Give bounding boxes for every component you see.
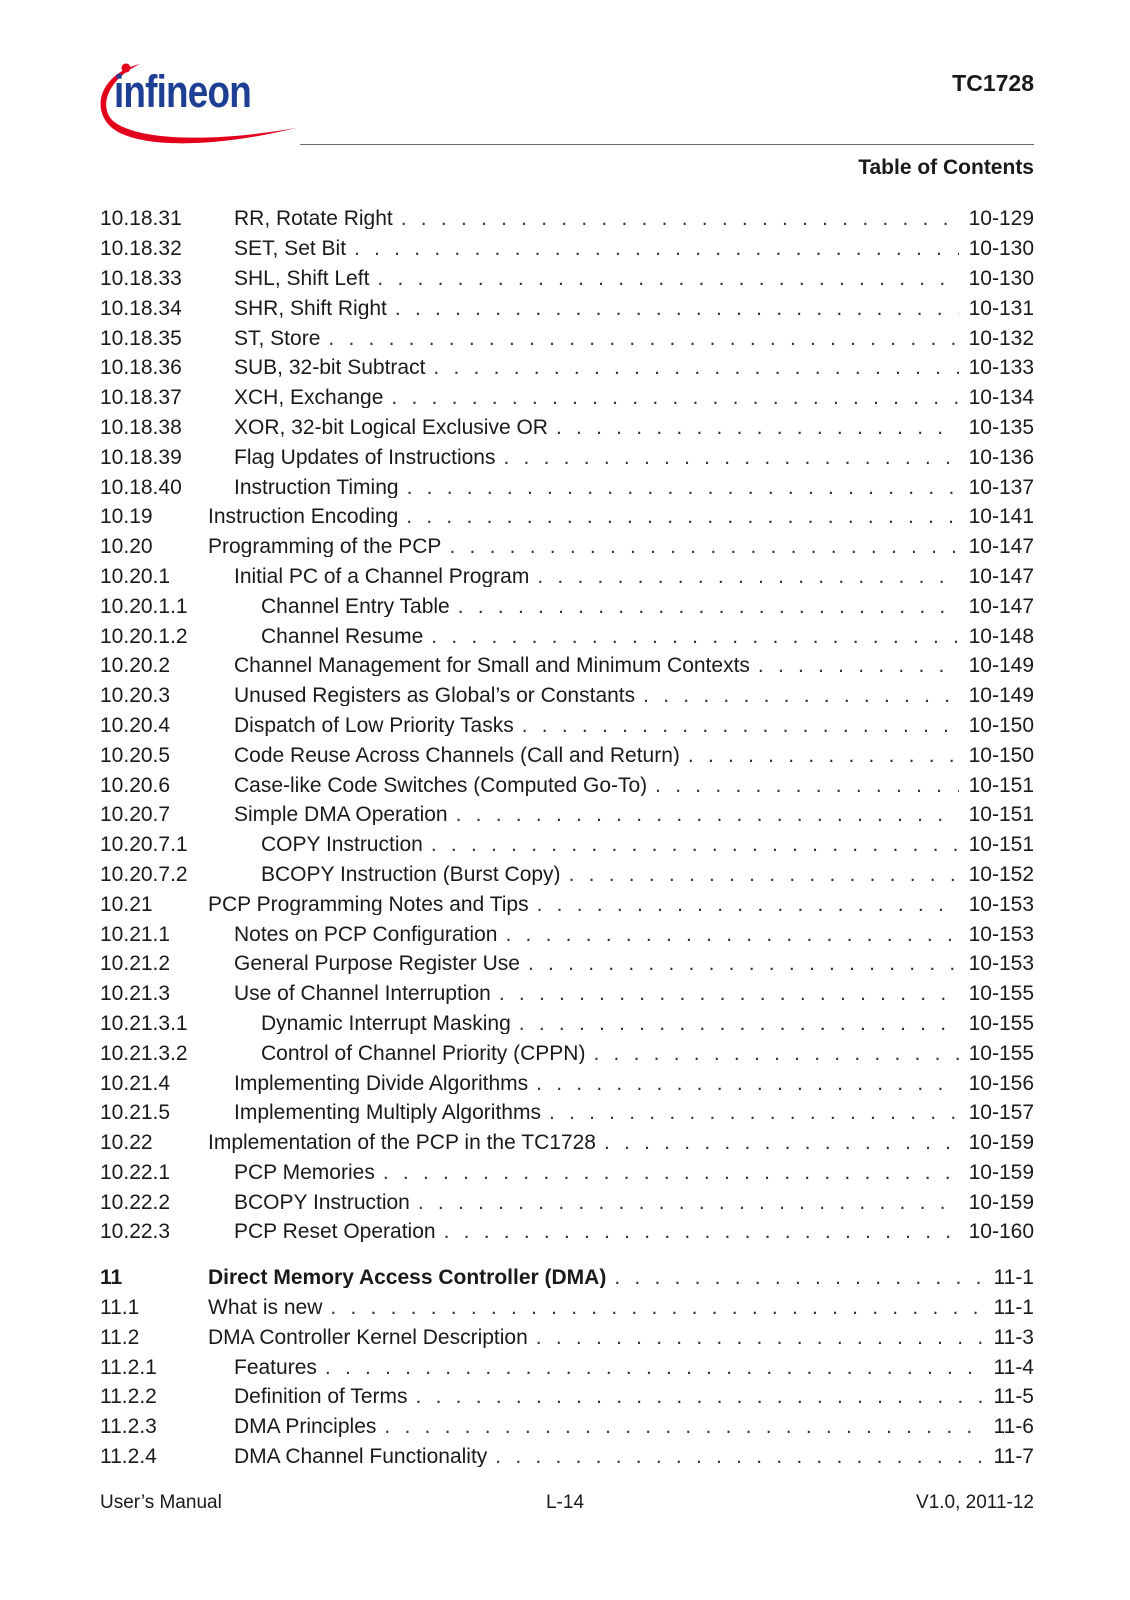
toc-entry-page[interactable]: 10-151 [968,803,1034,827]
toc-entry[interactable] [100,1382,1034,1412]
toc-entry-body [208,924,959,945]
toc-entry-title[interactable]: ST, Store [234,327,321,349]
toc-entry-body [208,983,959,1004]
header-divider [300,144,1034,145]
toc-entry-title[interactable]: Instruction Timing [234,476,399,498]
toc-dot-leader [431,626,958,647]
toc-entry[interactable] [100,860,1034,890]
toc-entry[interactable] [100,204,1034,234]
toc-entry-page[interactable]: 10-153 [968,892,1034,916]
toc-dot-leader [458,596,959,617]
toc-entry-number: 10.21 [100,892,153,916]
toc-entry-number: 10.20.5 [100,743,171,767]
toc-dot-leader [406,506,958,527]
toc-entry[interactable] [100,1128,1034,1158]
toc-entry-body [208,1221,959,1242]
toc-entry-body [208,566,959,587]
toc-entry-page[interactable]: 10-151 [968,773,1034,797]
toc-entry-page[interactable]: 10-141 [968,505,1034,529]
toc-entry-body [208,715,959,736]
toc-entry-number: 11.2.3 [100,1415,157,1439]
toc-entry-body [208,655,959,676]
toc-dot-leader [325,1357,984,1378]
toc-entry-title[interactable]: Dynamic Interrupt Masking [261,1012,511,1034]
toc-entry-number: 10.21.2 [100,952,171,976]
toc-entry[interactable] [100,1412,1034,1442]
toc-entry-number: 10.20.4 [100,713,171,737]
toc-entry[interactable] [100,889,1034,919]
toc-entry-number: 10.20.6 [100,773,171,797]
toc-entry[interactable] [100,979,1034,1009]
toc-entry-number: 10.18.38 [100,415,182,439]
toc-entry-number: 10.20.7.2 [100,862,188,886]
toc-entry-title[interactable]: Implementation of the PCP in the TC1728 [208,1132,596,1154]
toc-entry-number: 10.19 [100,505,153,529]
toc-dot-leader [444,1221,959,1242]
toc-entry-title[interactable]: XCH, Exchange [234,387,384,409]
toc-entry-title[interactable]: PCP Memories [234,1161,375,1183]
footer-manual-label: User’s Manual [100,1492,222,1513]
toc-entry[interactable] [100,1187,1034,1217]
toc-entry-body [208,1327,984,1348]
toc-entry-number: 10.18.39 [100,445,182,469]
toc-dot-leader [384,1416,983,1437]
toc-entry[interactable] [100,1263,1034,1293]
toc-entry[interactable] [100,591,1034,621]
toc-dot-leader [655,775,958,796]
toc-entry[interactable] [100,770,1034,800]
toc-entry-number: 10.18.36 [100,356,182,380]
toc-dot-leader [522,715,959,736]
toc-entry-body [208,506,959,527]
toc-entry-number: 11.1 [100,1296,140,1320]
toc-entry-number: 10.20.3 [100,684,171,708]
toc-entry-body [208,1416,984,1437]
toc-dot-leader [505,924,958,945]
toc-entry-page[interactable]: 10-155 [968,1011,1034,1035]
toc-entry[interactable] [100,442,1034,472]
toc-dot-leader [391,387,958,408]
toc-entry-page[interactable]: 10-153 [968,922,1034,946]
toc-entry-page[interactable]: 10-155 [968,1041,1034,1065]
toc-dot-leader [377,268,958,289]
toc-entry-title[interactable]: Channel Management for Small and Minimum Contexts [234,655,750,677]
toc-entry-number: 10.18.37 [100,386,182,410]
toc-dot-leader [499,983,959,1004]
toc-entry-page[interactable]: 10-150 [968,713,1034,737]
toc-entry[interactable] [100,740,1034,770]
toc-entry-body [208,208,959,229]
toc-entry-title[interactable]: PCP Programming Notes and Tips [208,893,529,915]
toc-entry-title[interactable]: SHR, Shift Right [234,297,387,319]
toc-entry-page[interactable]: 10-157 [968,1101,1034,1125]
toc-entry-body [208,745,959,766]
toc-entry-page[interactable]: 10-130 [968,237,1034,261]
toc-entry-title[interactable]: Direct Memory Access Controller (DMA) [208,1267,607,1289]
toc-entry-number: 10.21.4 [100,1071,171,1095]
toc-entry-body [208,298,959,319]
toc-entry-number: 10.20.2 [100,654,171,678]
toc-entry-number: 10.18.31 [100,207,182,231]
toc-entry-body [208,417,959,438]
toc-entry[interactable] [100,651,1034,681]
toc-entry-page[interactable]: 10-150 [968,743,1034,767]
toc-entry[interactable] [100,472,1034,502]
toc-entry-body [208,1357,984,1378]
toc-dot-leader [395,298,959,319]
logo-wordmark: infineon [114,66,251,117]
toc-entry-page[interactable]: 10-147 [968,535,1034,559]
toc-entry-title[interactable]: Unused Registers as Global’s or Constants [234,685,636,707]
toc-dot-leader [330,1297,983,1318]
toc-dot-leader [758,655,959,676]
toc-entry-title[interactable]: Control of Channel Priority (CPPN) [261,1042,586,1064]
toc-entry-number: 11 [100,1266,123,1290]
toc-dot-leader [354,238,959,259]
toc-entry-body [208,834,959,855]
toc-entry-body [208,1162,959,1183]
toc-entry[interactable] [100,293,1034,323]
toc-entry-page[interactable]: 11-5 [993,1385,1034,1409]
toc-entry-body [208,1297,984,1318]
toc-entry[interactable] [100,1217,1034,1247]
toc-entry-number: 10.22.3 [100,1220,171,1244]
toc-entry-title[interactable]: What is new [208,1297,323,1319]
toc-dot-leader [537,566,958,587]
toc-entry-number: 10.20.1 [100,564,171,588]
toc-entry-page[interactable]: 11-3 [993,1325,1034,1349]
toc-entry-body [208,596,959,617]
toc-entry-number: 10.20.7.1 [100,833,188,857]
toc-dot-leader [401,208,959,229]
toc-entry-title[interactable]: DMA Controller Kernel Description [208,1326,528,1348]
toc-entry-title[interactable]: Simple DMA Operation [234,804,448,826]
toc-entry[interactable] [100,1158,1034,1188]
toc-entry[interactable] [100,264,1034,294]
toc-entry-title[interactable]: SUB, 32-bit Subtract [234,357,426,379]
toc-entry-page[interactable]: 10-159 [968,1131,1034,1155]
toc-entry-body [208,387,959,408]
toc-entry-number: 11.2 [100,1325,140,1349]
toc-entry-number: 10.20.7 [100,803,171,827]
toc-entry-page[interactable]: 10-137 [968,475,1034,499]
toc-entry-page[interactable]: 10-148 [968,624,1034,648]
toc-dot-leader [556,417,959,438]
footer-page-number: L-14 [545,1492,585,1513]
toc-entry-number: 11.2.2 [100,1385,157,1409]
toc-entry-number: 10.21.1 [100,922,171,946]
toc-entry[interactable] [100,621,1034,651]
toc-dot-leader [416,1386,984,1407]
toc-entry-title[interactable]: Initial PC of a Channel Program [234,565,530,587]
toc-dot-leader [536,1327,984,1348]
toc-entry-page[interactable]: 10-147 [968,564,1034,588]
toc-entry[interactable] [100,711,1034,741]
toc-entry-title[interactable]: Features [234,1356,317,1378]
toc-entry[interactable] [100,562,1034,592]
toc-dot-leader [383,1162,959,1183]
toc-dot-leader [449,536,958,557]
toc-entry[interactable] [100,1038,1034,1068]
toc-dot-leader [456,804,959,825]
toc-entry[interactable] [100,919,1034,949]
toc-entry[interactable] [100,353,1034,383]
toc-entry-body [208,1446,984,1467]
toc-entry-body [208,328,959,349]
toc-entry[interactable] [100,413,1034,443]
toc-entry-page[interactable]: 10-133 [968,356,1034,380]
toc-entry[interactable] [100,1442,1034,1472]
toc-entry-title[interactable]: SET, Set Bit [234,238,347,260]
toc-dot-leader [688,745,959,766]
toc-entry-body [208,536,959,557]
toc-entry-title[interactable]: XOR, 32-bit Logical Exclusive OR [234,416,548,438]
toc-entry-body [208,1102,959,1123]
toc-entry-page[interactable]: 10-159 [968,1160,1034,1184]
toc-entry-body [208,447,959,468]
toc-entry-title[interactable]: Use of Channel Interruption [234,983,491,1005]
toc-entry-page[interactable]: 10-149 [968,654,1034,678]
toc-entry-body [208,238,959,259]
toc-entry-title[interactable]: Implementing Divide Algorithms [234,1072,529,1094]
toc-entry[interactable] [100,502,1034,532]
toc-entry-title[interactable]: DMA Channel Functionality [234,1446,488,1468]
toc-entry[interactable] [100,1009,1034,1039]
toc-entry-number: 10.18.40 [100,475,182,499]
toc-entry-body [208,357,959,378]
toc-entry-body [208,1386,984,1407]
toc-entry-page[interactable]: 11-7 [993,1445,1034,1469]
toc-entry-title[interactable]: PCP Reset Operation [234,1221,436,1243]
toc-entry-page[interactable]: 10-131 [968,296,1034,320]
document-id: TC1728 [952,70,1034,96]
toc-entry-body [208,1073,959,1094]
toc-dot-leader [418,1192,959,1213]
toc-entry-body [208,894,959,915]
toc-entry-title[interactable]: Case-like Code Switches (Computed Go-To) [234,774,648,796]
toc-dot-leader [604,1132,959,1153]
toc-entry-title[interactable]: Implementing Multiply Algorithms [234,1102,541,1124]
toc-entry-page[interactable]: 10-149 [968,684,1034,708]
toc-entry-number: 10.18.32 [100,237,182,261]
toc-dot-leader [643,685,958,706]
toc-entry-body [208,804,959,825]
toc-entry-number: 10.22.2 [100,1190,171,1214]
toc-entry-body [208,1043,959,1064]
toc-entry-title[interactable]: Notes on PCP Configuration [234,923,498,945]
toc-entry-number: 10.22.1 [100,1160,171,1184]
toc-dot-leader [528,953,959,974]
toc-entry-body [208,626,959,647]
toc-entry[interactable] [100,681,1034,711]
toc-entry-number: 10.20.1.1 [100,594,188,618]
toc-entry-number: 11.2.4 [100,1445,157,1469]
toc-dot-leader [569,864,959,885]
toc-entry-page[interactable]: 11-1 [993,1296,1034,1320]
toc-entry-title[interactable]: Programming of the PCP [208,536,442,558]
table-of-contents [100,204,1034,1471]
toc-entry-title[interactable]: General Purpose Register Use [234,953,520,975]
toc-entry-body [208,685,959,706]
toc-entry[interactable] [100,383,1034,413]
toc-entry-title[interactable]: Definition of Terms [234,1386,408,1408]
toc-entry-title[interactable]: Channel Entry Table [261,595,450,617]
toc-entry-page[interactable]: 10-151 [968,833,1034,857]
toc-entry-page[interactable]: 10-132 [968,326,1034,350]
toc-dot-leader [614,1267,983,1288]
toc-entry-number: 10.21.5 [100,1101,171,1125]
toc-dot-leader [431,834,959,855]
toc-entry-number: 10.20.1.2 [100,624,188,648]
toc-entry-number: 10.18.33 [100,266,182,290]
toc-entry[interactable] [100,1322,1034,1352]
toc-entry-number: 11.2.1 [100,1355,157,1379]
toc-entry-number: 10.18.35 [100,326,182,350]
toc-entry-page[interactable]: 10-155 [968,982,1034,1006]
toc-entry-page[interactable]: 11-6 [993,1415,1034,1439]
toc-entry-page[interactable]: 11-1 [993,1266,1034,1290]
toc-entry[interactable] [100,323,1034,353]
toc-dot-leader [549,1102,959,1123]
toc-entry-page[interactable]: 11-4 [993,1355,1034,1379]
toc-entry-page[interactable]: 10-153 [968,952,1034,976]
toc-entry-title[interactable]: Flag Updates of Instructions [234,446,496,468]
toc-entry[interactable] [100,1098,1034,1128]
toc-dot-leader [537,894,959,915]
toc-entry[interactable] [100,1068,1034,1098]
toc-entry[interactable] [100,830,1034,860]
toc-dot-leader [536,1073,958,1094]
toc-entry[interactable] [100,949,1034,979]
toc-entry-page[interactable]: 10-147 [968,594,1034,618]
toc-dot-leader [328,328,958,349]
toc-entry-title[interactable]: SHL, Shift Left [234,267,370,289]
toc-entry-title[interactable]: BCOPY Instruction (Burst Copy) [261,863,561,885]
toc-entry-body [208,268,959,289]
toc-entry-title[interactable]: RR, Rotate Right [234,208,393,230]
toc-entry-page[interactable]: 10-134 [968,386,1034,410]
toc-entry[interactable] [100,1352,1034,1382]
toc-entry-page[interactable]: 10-156 [968,1071,1034,1095]
toc-entry-body [208,775,959,796]
toc-entry-number: 10.20 [100,535,153,559]
toc-entry-body [208,1192,959,1213]
toc-entry-title[interactable]: Code Reuse Across Channels (Call and Return) [234,744,680,766]
toc-dot-leader [495,1446,983,1467]
toc-entry-page[interactable]: 10-136 [968,445,1034,469]
toc-entry-title[interactable]: BCOPY Instruction [234,1191,410,1213]
toc-entry-title[interactable]: COPY Instruction [261,834,423,856]
toc-dot-leader [503,447,958,468]
toc-entry-title[interactable]: Channel Resume [261,625,424,647]
toc-entry-number: 10.18.34 [100,296,182,320]
toc-entry-title[interactable]: DMA Principles [234,1416,377,1438]
toc-entry-page[interactable]: 10-130 [968,266,1034,290]
toc-entry-body [208,864,959,885]
toc-entry-body [208,477,959,498]
toc-entry-body [208,1267,984,1288]
toc-entry-page[interactable]: 10-135 [968,415,1034,439]
toc-dot-leader [407,477,959,498]
footer-version: V1.0, 2011-12 [916,1492,1034,1513]
toc-entry-page[interactable]: 10-159 [968,1190,1034,1214]
toc-entry-page[interactable]: 10-152 [968,862,1034,886]
toc-entry-body [208,1132,959,1153]
toc-entry-page[interactable]: 10-129 [968,207,1034,231]
toc-entry-number: 10.21.3.1 [100,1011,188,1035]
toc-dot-leader [519,1013,959,1034]
toc-entry-number: 10.21.3 [100,982,171,1006]
toc-entry-number: 10.22 [100,1131,153,1155]
toc-entry-number: 10.21.3.2 [100,1041,188,1065]
toc-entry-body [208,1013,959,1034]
toc-entry-title[interactable]: Instruction Encoding [208,506,399,528]
toc-entry[interactable] [100,1293,1034,1323]
toc-entry-body [208,953,959,974]
toc-entry-title[interactable]: Dispatch of Low Priority Tasks [234,714,514,736]
toc-dot-leader [593,1043,958,1064]
toc-entry[interactable] [100,800,1034,830]
toc-entry[interactable] [100,234,1034,264]
toc-dot-leader [433,357,958,378]
section-title: Table of Contents [858,156,1034,179]
toc-entry-page[interactable]: 10-160 [968,1220,1034,1244]
toc-entry[interactable] [100,532,1034,562]
